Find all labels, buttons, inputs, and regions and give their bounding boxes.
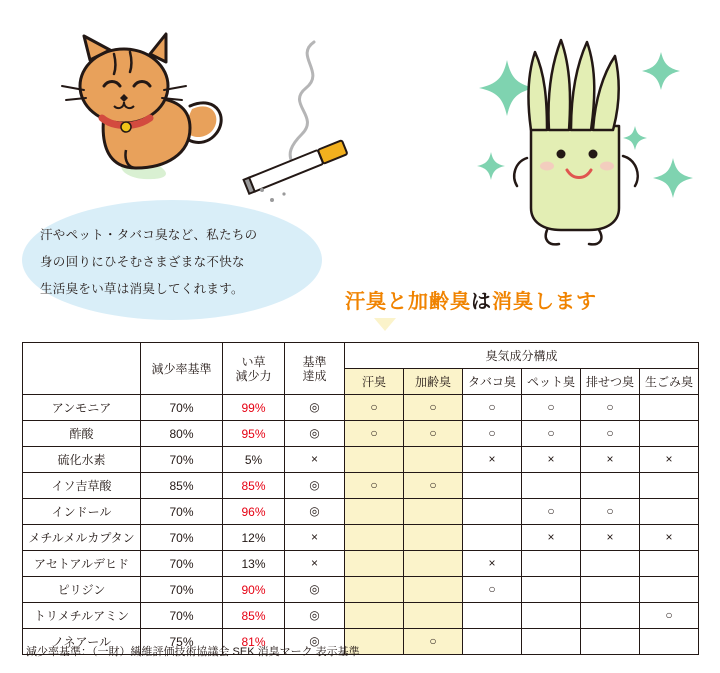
row-power: 96% bbox=[223, 499, 285, 525]
headline-part-2: は bbox=[471, 291, 492, 313]
row-odor-4 bbox=[581, 473, 640, 499]
row-name: ピリジン bbox=[23, 577, 141, 603]
row-odor-0: ○ bbox=[345, 395, 404, 421]
header-achieve-line1: 基準 bbox=[302, 354, 327, 369]
row-odor-3 bbox=[522, 603, 581, 629]
table-row bbox=[23, 395, 699, 421]
row-achieve: ◎ bbox=[285, 473, 345, 499]
row-rate: 85% bbox=[141, 473, 223, 499]
row-power: 13% bbox=[223, 551, 285, 577]
row-power: 90% bbox=[223, 577, 285, 603]
row-odor-2: × bbox=[463, 551, 522, 577]
row-odor-4 bbox=[581, 629, 640, 655]
row-power: 99% bbox=[223, 395, 285, 421]
row-name: 酢酸 bbox=[23, 421, 141, 447]
header-odor-3: ペット臭 bbox=[522, 369, 581, 395]
row-odor-5: × bbox=[640, 447, 699, 473]
row-rate: 75% bbox=[141, 629, 223, 655]
row-achieve: ◎ bbox=[285, 421, 345, 447]
row-odor-2 bbox=[463, 473, 522, 499]
row-odor-0 bbox=[345, 577, 404, 603]
row-power: 85% bbox=[223, 473, 285, 499]
row-odor-2 bbox=[463, 603, 522, 629]
headline-pointer-triangle bbox=[374, 318, 396, 331]
table-row bbox=[23, 421, 699, 447]
row-odor-5 bbox=[640, 421, 699, 447]
row-name: メチルメルカプタン bbox=[23, 525, 141, 551]
row-power: 12% bbox=[223, 525, 285, 551]
row-odor-1: ○ bbox=[404, 421, 463, 447]
table-row bbox=[23, 473, 699, 499]
row-odor-2: ○ bbox=[463, 577, 522, 603]
header-rate: 減少率基準 bbox=[141, 343, 223, 395]
row-name: 硫化水素 bbox=[23, 447, 141, 473]
row-odor-4: × bbox=[581, 525, 640, 551]
table-row bbox=[23, 525, 699, 551]
row-odor-1: ○ bbox=[404, 473, 463, 499]
odor-table bbox=[22, 342, 699, 655]
row-achieve: ◎ bbox=[285, 603, 345, 629]
table-row bbox=[23, 603, 699, 629]
header-power-line1: い草 bbox=[241, 354, 266, 369]
footnote: 減少率基準：（一財）繊維評価技術協議会 SEK 消臭マーク 表示基準 bbox=[26, 646, 360, 658]
row-power: 95% bbox=[223, 421, 285, 447]
row-rate: 70% bbox=[141, 499, 223, 525]
odor-table-area bbox=[22, 342, 698, 655]
row-odor-1 bbox=[404, 603, 463, 629]
table-row bbox=[23, 551, 699, 577]
row-odor-2 bbox=[463, 525, 522, 551]
header-odor-group: 臭気成分構成 bbox=[345, 343, 699, 369]
row-name: ノネアール bbox=[23, 629, 141, 655]
row-odor-4 bbox=[581, 577, 640, 603]
row-achieve: × bbox=[285, 525, 345, 551]
table-header-row-1 bbox=[23, 343, 699, 369]
row-rate: 70% bbox=[141, 525, 223, 551]
header-odor-4: 排せつ臭 bbox=[581, 369, 640, 395]
table-row bbox=[23, 447, 699, 473]
header-odor-2: タバコ臭 bbox=[463, 369, 522, 395]
row-odor-5 bbox=[640, 551, 699, 577]
cat-illustration bbox=[40, 28, 240, 193]
row-odor-3 bbox=[522, 473, 581, 499]
row-odor-4: ○ bbox=[581, 499, 640, 525]
odor-table-head bbox=[23, 343, 699, 395]
row-achieve: ◎ bbox=[285, 629, 345, 655]
row-achieve: ◎ bbox=[285, 395, 345, 421]
row-odor-5 bbox=[640, 499, 699, 525]
row-odor-1 bbox=[404, 447, 463, 473]
row-odor-5 bbox=[640, 473, 699, 499]
row-rate: 70% bbox=[141, 551, 223, 577]
row-odor-3: ○ bbox=[522, 395, 581, 421]
cigarette-illustration bbox=[240, 30, 370, 215]
row-power: 81% bbox=[223, 629, 285, 655]
row-name: アンモニア bbox=[23, 395, 141, 421]
row-power: 5% bbox=[223, 447, 285, 473]
row-rate: 70% bbox=[141, 395, 223, 421]
row-rate: 80% bbox=[141, 421, 223, 447]
table-row bbox=[23, 577, 699, 603]
row-odor-4 bbox=[581, 551, 640, 577]
info-bubble-text bbox=[40, 222, 310, 303]
row-odor-4: × bbox=[581, 447, 640, 473]
headline bbox=[345, 285, 597, 314]
row-name: トリメチルアミン bbox=[23, 603, 141, 629]
row-odor-0 bbox=[345, 499, 404, 525]
header-odor-0: 汗臭 bbox=[345, 369, 404, 395]
header-achieve bbox=[285, 343, 345, 395]
row-odor-0: ○ bbox=[345, 473, 404, 499]
row-odor-3: × bbox=[522, 447, 581, 473]
row-odor-0 bbox=[345, 551, 404, 577]
headline-part-1: 汗臭と加齢臭 bbox=[345, 291, 471, 313]
row-achieve: × bbox=[285, 551, 345, 577]
row-rate: 70% bbox=[141, 603, 223, 629]
info-bubble-line-2: 身の回りにひそむさまざまな不快な bbox=[40, 255, 245, 269]
row-odor-3 bbox=[522, 551, 581, 577]
row-odor-0 bbox=[345, 447, 404, 473]
row-odor-3: ○ bbox=[522, 499, 581, 525]
table-row bbox=[23, 499, 699, 525]
row-odor-2 bbox=[463, 629, 522, 655]
row-odor-0 bbox=[345, 525, 404, 551]
row-odor-2: ○ bbox=[463, 421, 522, 447]
odor-table-body bbox=[23, 395, 699, 655]
row-achieve: × bbox=[285, 447, 345, 473]
row-odor-2: × bbox=[463, 447, 522, 473]
row-odor-3 bbox=[522, 577, 581, 603]
row-rate: 70% bbox=[141, 577, 223, 603]
row-odor-5 bbox=[640, 395, 699, 421]
row-odor-2 bbox=[463, 499, 522, 525]
row-name: インドール bbox=[23, 499, 141, 525]
row-achieve: ◎ bbox=[285, 577, 345, 603]
row-odor-1 bbox=[404, 551, 463, 577]
row-odor-1 bbox=[404, 525, 463, 551]
row-odor-4 bbox=[581, 603, 640, 629]
row-name: アセトアルデヒド bbox=[23, 551, 141, 577]
row-odor-5 bbox=[640, 629, 699, 655]
header-achieve-line2: 達成 bbox=[302, 368, 327, 383]
header-odor-5: 生ごみ臭 bbox=[640, 369, 699, 395]
info-bubble-line-1: 汗やペット・タバコ臭など、私たちの bbox=[40, 228, 258, 242]
row-odor-5: × bbox=[640, 525, 699, 551]
grass-character-illustration bbox=[465, 30, 695, 265]
row-name: イソ吉草酸 bbox=[23, 473, 141, 499]
row-odor-0: ○ bbox=[345, 421, 404, 447]
header-power bbox=[223, 343, 285, 395]
row-odor-5 bbox=[640, 577, 699, 603]
row-odor-4: ○ bbox=[581, 421, 640, 447]
row-achieve: ◎ bbox=[285, 499, 345, 525]
row-odor-1: ○ bbox=[404, 395, 463, 421]
row-odor-3: × bbox=[522, 525, 581, 551]
row-rate: 70% bbox=[141, 447, 223, 473]
row-odor-2: ○ bbox=[463, 395, 522, 421]
row-odor-5: ○ bbox=[640, 603, 699, 629]
row-odor-3 bbox=[522, 629, 581, 655]
row-odor-4: ○ bbox=[581, 395, 640, 421]
info-bubble-line-3: 生活臭をい草は消臭してくれます。 bbox=[40, 282, 244, 296]
row-odor-3: ○ bbox=[522, 421, 581, 447]
header-power-line2: 減少力 bbox=[235, 368, 272, 383]
header-odor-1: 加齢臭 bbox=[404, 369, 463, 395]
row-odor-0 bbox=[345, 603, 404, 629]
row-odor-1 bbox=[404, 577, 463, 603]
row-odor-1 bbox=[404, 499, 463, 525]
row-power: 85% bbox=[223, 603, 285, 629]
row-odor-1: ○ bbox=[404, 629, 463, 655]
headline-part-3: 消臭します bbox=[492, 291, 597, 313]
header-name bbox=[23, 343, 141, 395]
